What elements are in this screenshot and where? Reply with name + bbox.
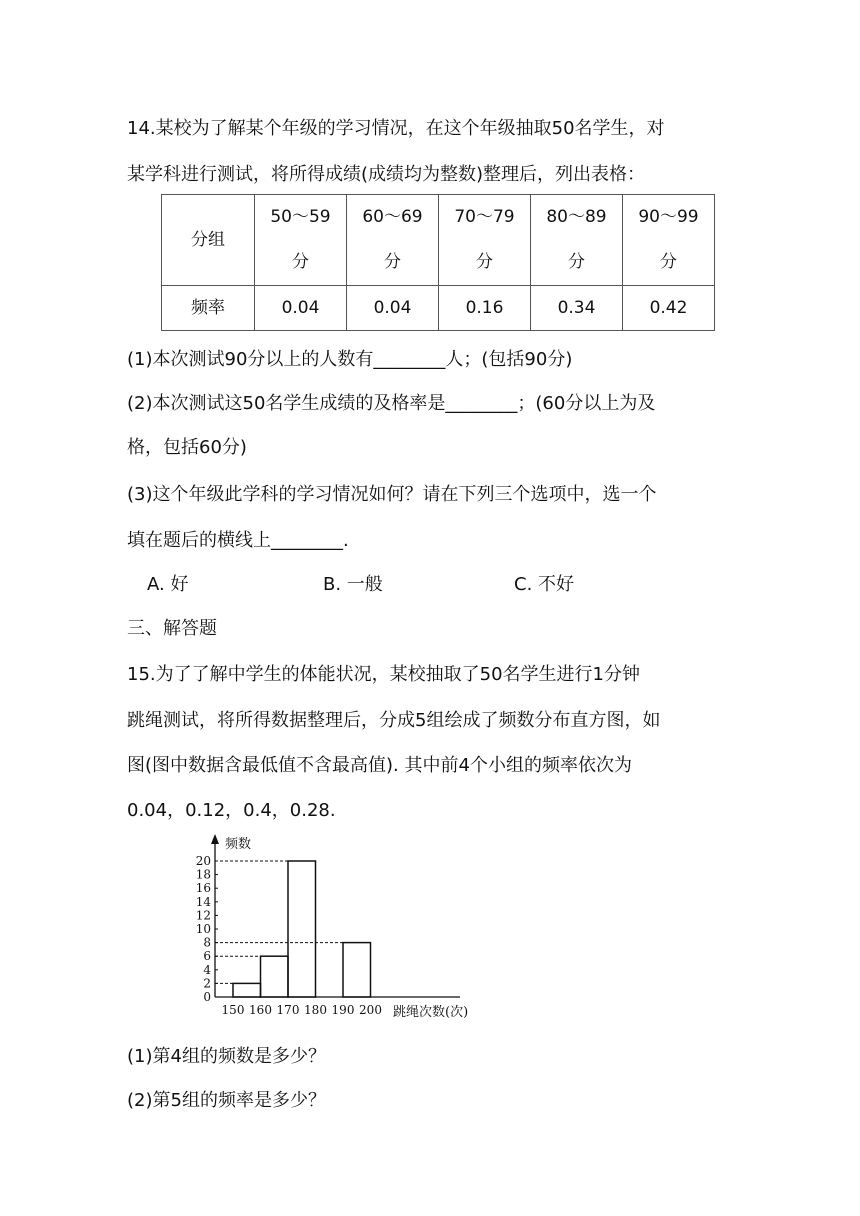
y-tick-label: 6 [203, 949, 211, 964]
x-axis-label: 跳绳次数(次) [393, 1005, 469, 1020]
table-cell-group-2: 60～69 分 [347, 195, 439, 286]
option-c: C. 不好 [514, 574, 575, 595]
y-tick-label: 8 [203, 935, 211, 950]
table-cell-rate-2: 0.04 [347, 286, 439, 331]
y-tick-label: 10 [195, 922, 211, 936]
q15-text-line2: 跳绳测试，将所得数据整理后，分成5组绘成了频数分布直方图，如 [127, 710, 661, 731]
table-cell-rate-4: 0.34 [531, 286, 623, 331]
q14-sub2-line1: (2)本次测试这50名学生成绩的及格率是________；(60分以上为及 [127, 393, 656, 414]
q15-text-line4: 0.04，0.12，0.4，0.28. [127, 800, 336, 821]
q15-sub1: (1)第4组的频数是多少？ [127, 1046, 326, 1067]
q14-sub2-line2: 格，包括60分) [127, 437, 247, 458]
y-tick-label: 12 [195, 908, 211, 923]
x-tick-label: 150 [221, 1003, 245, 1017]
option-a: A. 好 [147, 574, 189, 595]
histogram-bar [261, 956, 289, 997]
y-tick-label: 2 [203, 976, 211, 991]
table-cell-group-1: 50～59 分 [255, 195, 347, 286]
q15-text-line1: 15.为了了解中学生的体能状况，某校抽取了50名学生进行1分钟 [127, 664, 640, 685]
histogram-bar [288, 861, 316, 997]
y-axis-label: 频数 [225, 837, 252, 852]
table-cell-rate-1: 0.04 [255, 286, 347, 331]
section-heading: 三、解答题 [127, 618, 217, 639]
q14-sub1: (1)本次测试90分以上的人数有________人；(包括90分) [127, 349, 573, 370]
table-cell-rate-3: 0.16 [439, 286, 531, 331]
y-tick-label: 16 [195, 881, 211, 896]
y-tick-label: 20 [195, 854, 211, 868]
x-tick-label: 170 [276, 1003, 300, 1017]
table-row [162, 286, 715, 331]
q14-text-line2: 某学科进行测试，将所得成绩(成绩均为整数)整理后，列出表格： [127, 164, 646, 185]
q15-sub2: (2)第5组的频率是多少？ [127, 1090, 326, 1111]
x-tick-label: 190 [331, 1003, 355, 1017]
table-cell-group-4: 80～89 分 [531, 195, 623, 286]
y-tick-label: 14 [195, 894, 211, 909]
histogram-bar [343, 943, 371, 997]
x-tick-label: 200 [359, 1003, 382, 1017]
y-tick-label: 0 [203, 990, 211, 1004]
table-row [162, 195, 715, 286]
x-tick-label: 160 [249, 1003, 272, 1017]
frequency-table [161, 194, 715, 331]
q14-text-line1: 14.某校为了解某个年级的学习情况，在这个年级抽取50名学生，对 [127, 118, 665, 139]
q15-text-line3: 图(图中数据含最低值不含最高值). 其中前4个小组的频率依次为 [127, 755, 632, 776]
y-axis-arrow-icon [211, 834, 219, 844]
q14-sub3-line1: (3)这个年级此学科的学习情况如何？请在下列三个选项中，选一个 [127, 484, 657, 505]
histogram-chart [190, 828, 500, 1028]
y-tick-label: 4 [203, 962, 211, 977]
table-cell-group-5: 90～99 分 [623, 195, 715, 286]
histogram-bar [233, 983, 261, 997]
table-cell-group-3: 70～79 分 [439, 195, 531, 286]
q14-sub3-line2: 填在题后的横线上________. [127, 530, 349, 551]
table-cell-rate-5: 0.42 [623, 286, 715, 331]
table-header-label: 分组 [162, 195, 255, 286]
y-tick-label: 18 [195, 867, 211, 882]
table-row-label: 频率 [162, 286, 255, 331]
x-tick-label: 180 [304, 1003, 327, 1017]
option-b: B. 一般 [323, 574, 383, 595]
